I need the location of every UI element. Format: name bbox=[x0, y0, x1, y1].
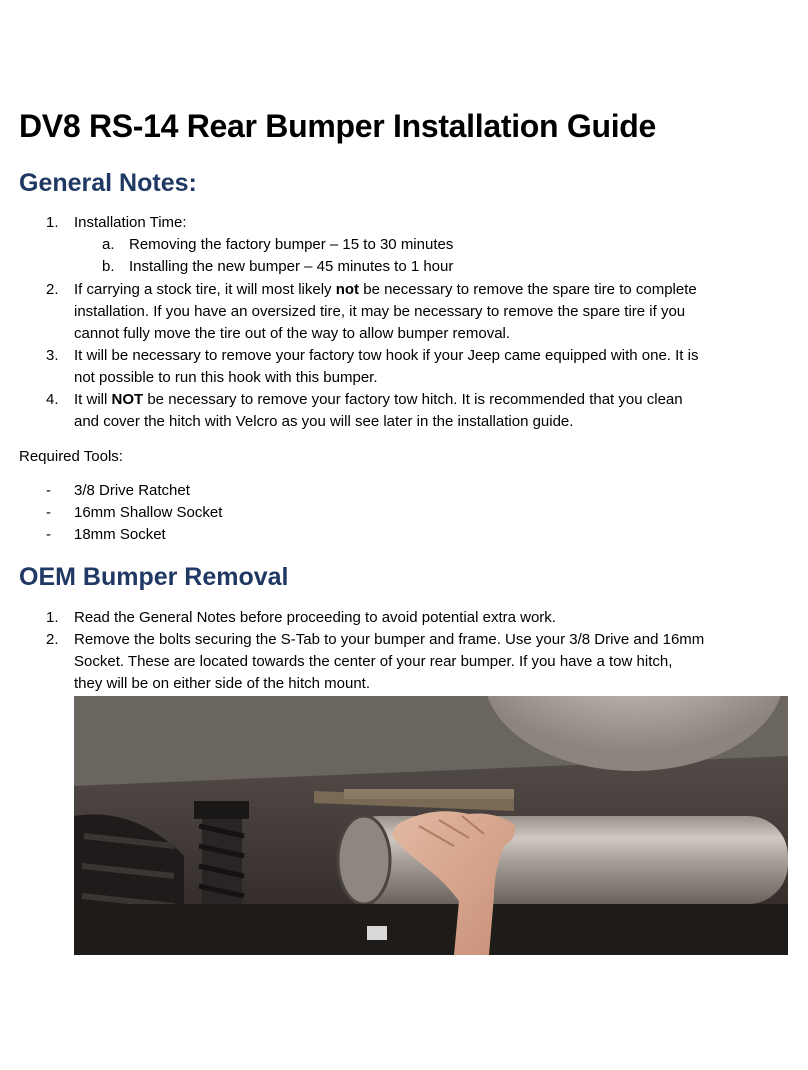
list-item-continuation: Socket. These are located towards the center of your rear bumper. If you have a tow hitch, bbox=[74, 653, 673, 670]
list-number: 1. bbox=[46, 214, 59, 231]
list-item-continuation: installation. If you have an oversized tire, it may be necessary to remove the spare tire if you bbox=[74, 303, 686, 320]
sublist-item: Removing the factory bumper – 15 to 30 minutes bbox=[129, 236, 454, 253]
general-notes-heading: General Notes: bbox=[19, 169, 197, 197]
list-item-continuation: they will be on either side of the hitch mount. bbox=[74, 675, 371, 692]
bullet-dash: - bbox=[46, 526, 51, 543]
bumper-photo-illustration bbox=[74, 696, 788, 955]
list-number: 3. bbox=[46, 347, 59, 364]
oem-removal-heading: OEM Bumper Removal bbox=[19, 563, 289, 591]
required-tools-label: Required Tools: bbox=[19, 448, 123, 465]
bumper-removal-photo bbox=[74, 696, 788, 955]
list-item-continuation: not possible to run this hook with this bumper. bbox=[74, 369, 378, 386]
list-number: 1. bbox=[46, 609, 59, 626]
list-item: Installation Time: bbox=[74, 214, 187, 231]
list-number: 2. bbox=[46, 281, 59, 298]
sublist-item: Installing the new bumper – 45 minutes to 1 hour bbox=[129, 258, 454, 275]
tool-item: 16mm Shallow Socket bbox=[74, 504, 223, 521]
list-item: Remove the bolts securing the S-Tab to your bumper and frame. Use your 3/8 Drive and 16mm bbox=[74, 631, 705, 648]
sublist-letter: b. bbox=[102, 258, 115, 275]
page-title: DV8 RS-14 Rear Bumper Installation Guide bbox=[19, 108, 657, 144]
tool-item: 18mm Socket bbox=[74, 526, 166, 543]
list-item: If carrying a stock tire, it will most likely not be necessary to remove the spare tire to complete bbox=[74, 281, 697, 298]
list-item-continuation: cannot fully move the tire out of the way to allow bumper removal. bbox=[74, 325, 511, 342]
list-item-continuation: and cover the hitch with Velcro as you will see later in the installation guide. bbox=[74, 413, 574, 430]
list-number: 4. bbox=[46, 391, 59, 408]
list-item: Read the General Notes before proceeding to avoid potential extra work. bbox=[74, 609, 556, 626]
tool-item: 3/8 Drive Ratchet bbox=[74, 482, 190, 499]
sublist-letter: a. bbox=[102, 236, 115, 253]
list-number: 2. bbox=[46, 631, 59, 648]
list-item: It will NOT be necessary to remove your factory tow hitch. It is recommended that you clean bbox=[74, 391, 683, 408]
list-item: It will be necessary to remove your factory tow hook if your Jeep came equipped with one. It is bbox=[74, 347, 699, 364]
bullet-dash: - bbox=[46, 482, 51, 499]
bullet-dash: - bbox=[46, 504, 51, 521]
